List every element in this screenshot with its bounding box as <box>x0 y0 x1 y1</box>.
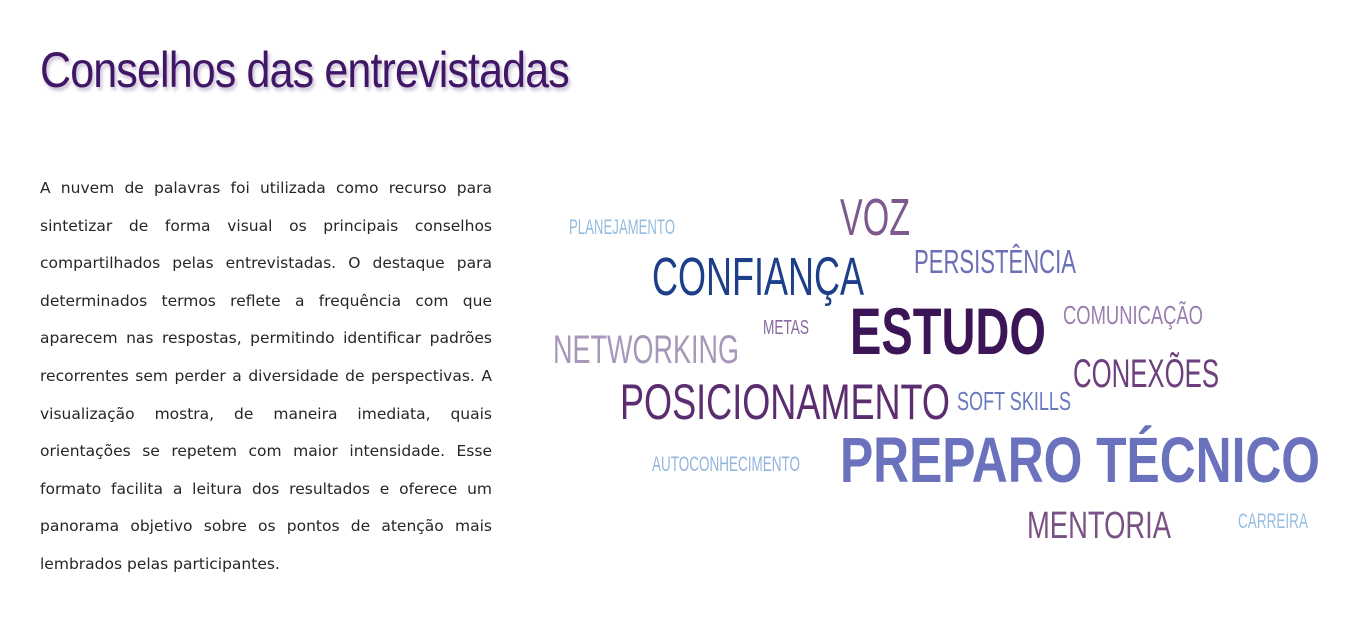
word-autoconhecimento: AUTOCONHECIMENTO <box>652 453 801 476</box>
word-persistencia: PERSISTÊNCIA <box>914 243 1076 280</box>
word-posicionamento: POSICIONAMENTO <box>620 374 950 430</box>
word-networking: NETWORKING <box>553 328 739 372</box>
word-comunicacao: COMUNICAÇÃO <box>1063 300 1203 330</box>
word-estudo: ESTUDO <box>850 294 1046 368</box>
word-mentoria: MENTORIA <box>1027 505 1172 547</box>
word-confianca: CONFIANÇA <box>652 247 864 307</box>
word-cloud <box>540 180 1340 560</box>
page-title: Conselhos das entrevistadas <box>40 42 569 98</box>
word-carreira: CARREIRA <box>1238 510 1309 533</box>
word-metas: METAS <box>763 317 810 339</box>
word-voz: VOZ <box>840 189 911 247</box>
word-planejamento: PLANEJAMENTO <box>569 216 676 239</box>
word-soft-skills: SOFT SKILLS <box>957 386 1072 416</box>
word-conexoes: CONEXÕES <box>1073 352 1220 396</box>
intro-paragraph: A nuvem de palavras foi utilizada como recurso para sintetizar de forma visual os principais conselhos compartilhados pelas entrevistadas. O destaque para determinados termos reflete a frequência com que aparecem nas respostas, permitindo identificar padrões recorrentes sem perder a diversidade de perspectivas. A visualização mostra, de maneira imediata, quais orientações se repetem com maior intensidade. Esse formato facilita a leitura dos resultados e oferece um panorama objetivo sobre os pontos de atenção mais lembrados pelas participantes. <box>40 179 492 573</box>
word-preparo-tecnico: PREPARO TÉCNICO <box>840 424 1321 496</box>
